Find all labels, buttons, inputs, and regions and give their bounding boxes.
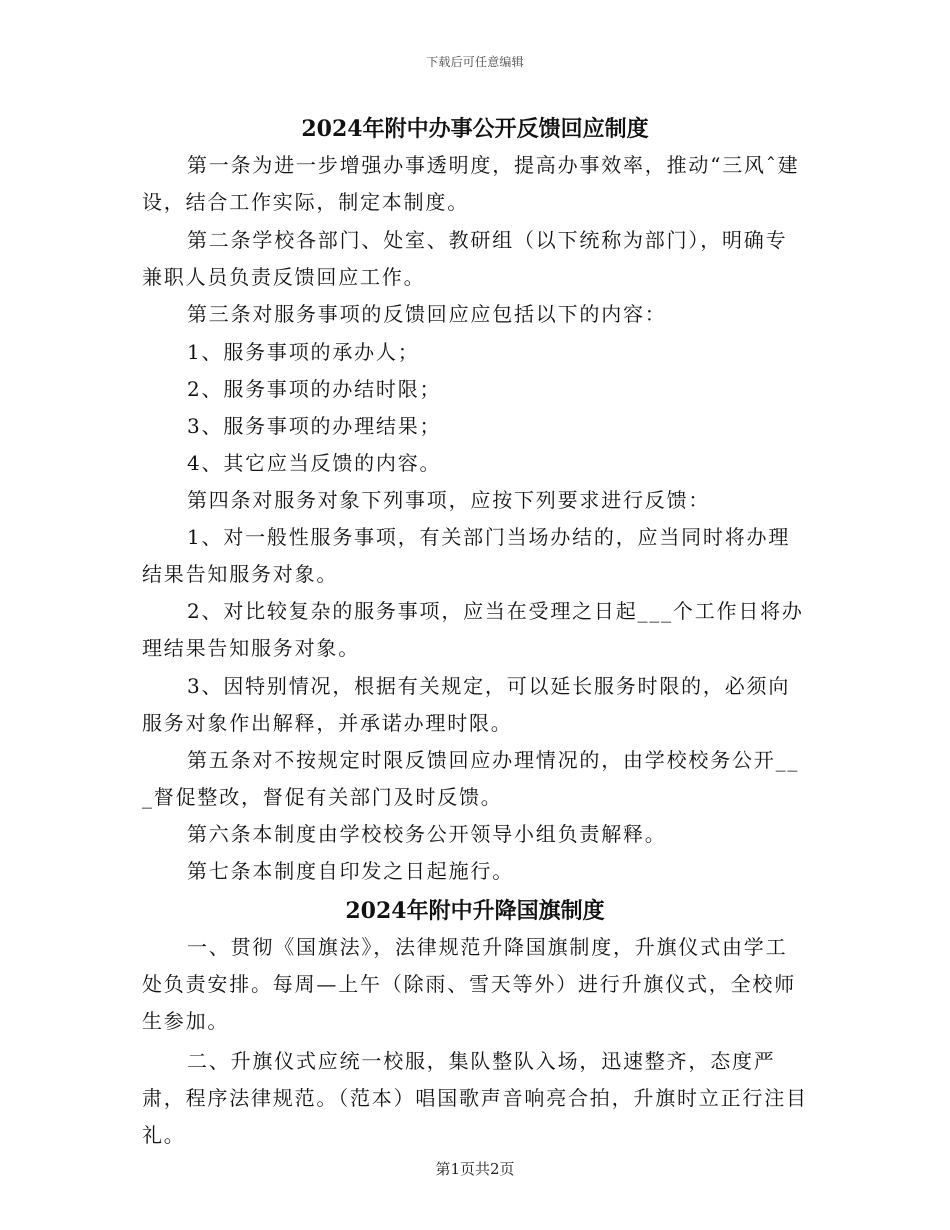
header-note: 下载后可任意编辑 — [426, 55, 524, 69]
article-4: 第四条对服务对象下列事项，应按下列要求进行反馈： — [187, 488, 711, 512]
list-item: 2、服务事项的办结时限； — [187, 377, 442, 401]
article-7: 第七条本制度自印发之日起施行。 — [187, 859, 514, 883]
clause-2: 二、升旗仪式应统一校服，集队整队入场，迅速整齐，态度严肃，程序法律规范。（范本）唱国歌声音响亮合拍，升旗时立正行注目礼。 — [142, 1049, 808, 1147]
list-item: 3、服务事项的办理结果； — [187, 414, 442, 438]
list-item: 4、其它应当反馈的内容。 — [187, 451, 442, 475]
article-3: 第三条对服务事项的反馈回应应包括以下的内容： — [187, 302, 667, 326]
list-item: 1、对一般性服务事项，有关部门当场办结的，应当同时将办理结果告知服务对象。 — [142, 525, 791, 586]
clause-1: 一、贯彻《国旗法》，法律规范升降国旗制度，升旗仪式由学工处负责安排。每周—上午（除雨、雪天等外）进行升旗仪式，全校师生参加。 — [142, 935, 796, 1033]
list-item: 2、对比较复杂的服务事项，应当在受理之日起___个工作日将办理结果告知服务对象。 — [142, 599, 804, 660]
article-2: 第二条学校各部门、处室、教研组（以下统称为部门），明确专兼职人员负责反馈回应工作。 — [142, 228, 788, 289]
article-5: 第五条对不按规定时限反馈回应办理情况的，由学校校务公开___督促整改，督促有关部门及时反馈。 — [142, 748, 800, 809]
article-6: 第六条本制度由学校校务公开领导小组负责解释。 — [187, 822, 667, 846]
list-item: 1、服务事项的承办人； — [187, 340, 420, 364]
list-item: 3、因特别情况，根据有关规定，可以延长服务时限的，必须向服务对象作出解释，并承诺办理时限。 — [142, 674, 791, 735]
document-title: 2024年附中办事公开反馈回应制度 — [301, 116, 649, 142]
document-title: 2024年附中升降国旗制度 — [345, 898, 605, 924]
page-number: 第1页共2页 — [435, 1160, 515, 1178]
article-1: 第一条为进一步增强办事透明度，提高办事效率，推动“三风ˆ建设，结合工作实际，制定本制度。 — [142, 153, 800, 214]
